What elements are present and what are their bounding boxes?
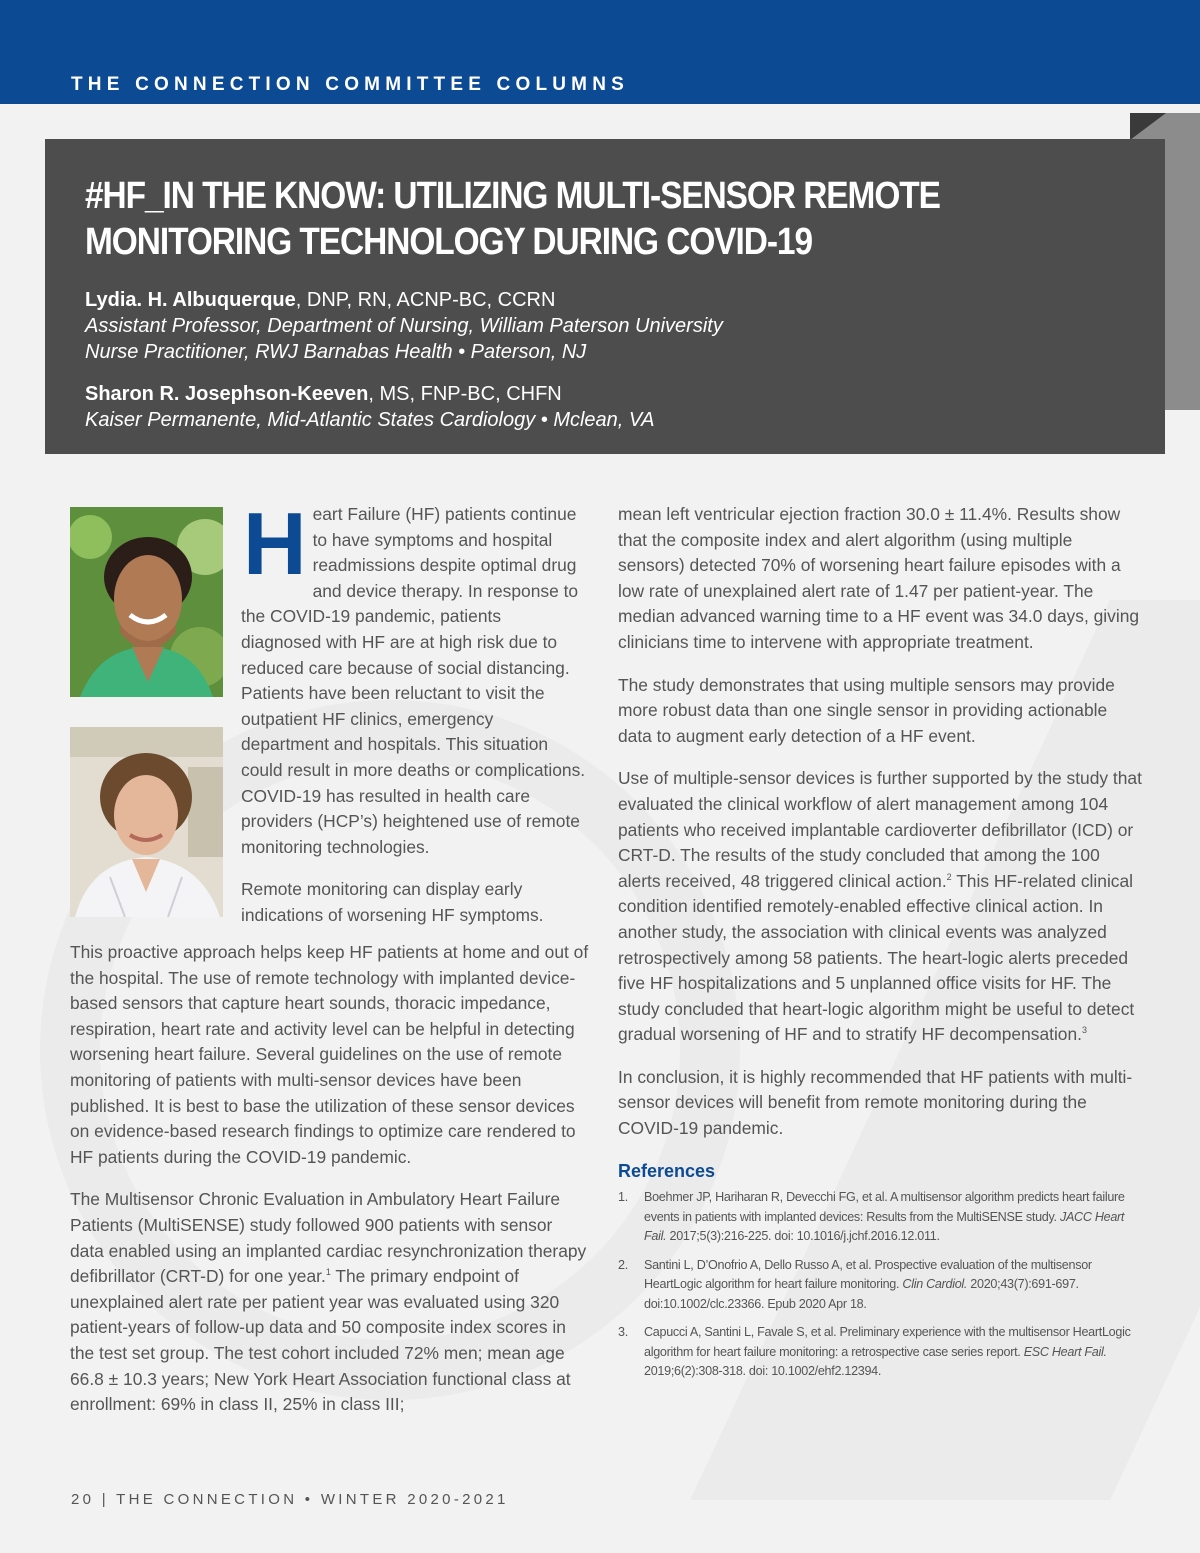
multiple-sensor-text-a: Use of multiple-sensor devices is further supported by the study that evaluated the clinical workflow of alert management among 104 patients who received implantable cardioverter defibrillator (ICD) or CRT-D. The results of the study concluded that among the 100 alerts received, 48 triggered clinical action. — [618, 768, 1142, 891]
author-2 — [85, 381, 1125, 433]
multisense-text-a: The Multisensor Chronic Evaluation in Ambulatory Heart Failure Patients (MultiSENSE) study followed 900 patients with sensor data enabled using an implanted cardiac resynchronization therapy defibrillator (CRT-D) for one year. — [70, 1189, 587, 1287]
citation-3: 3 — [1082, 1025, 1088, 1036]
multisense-text-b: The primary endpoint of unexplained alert rate per patient year was evaluated using 320 patient-years of follow-up data and 50 composite index scores in the test set group. The test cohort included 72% men; mean age 66.8 ± 10.3 years; New York Heart Association functional class at enrollment: 69% in class II, 25% in class III; — [70, 1266, 571, 1415]
author-2-name: Sharon R. Josephson-Keeven — [85, 383, 369, 405]
reference-number: 1. — [618, 1190, 628, 1205]
paragraph-multisense — [70, 1187, 590, 1417]
reference-item — [618, 1188, 1143, 1247]
reference-authors: Santini L, D’Onofrio A, Dello Russo A, et al. Prospective evaluation of the multisensor HeartLogic algorithm for heart failure monitoring. — [644, 1257, 1092, 1292]
reference-journal: ESC Heart Fail. — [1023, 1344, 1107, 1359]
reference-text — [644, 1256, 1143, 1315]
article-intro — [241, 494, 586, 929]
reference-journal: Clin Cardiol. — [902, 1277, 968, 1292]
reference-text — [644, 1188, 1143, 1247]
reference-item — [618, 1323, 1143, 1382]
title-line-1: #HF_IN THE KNOW: UTILIZING MULTI-SENSOR REMOTE — [85, 175, 940, 217]
author-1 — [85, 287, 1125, 365]
multiple-sensor-text-b: This HF-related clinical condition identified remotely-enabled effective clinical action. In another study, the association with clinical events was analyzed retrospectively among 58 patients. The heart-logic alerts preceded five HF hospitalizations and 5 unplanned office visits for HF. The study concluded that heart-logic algorithm might be useful to detect gradual worsening of HF and to stratify HF decompensation. — [618, 870, 1135, 1045]
references-heading: References — [618, 1160, 716, 1181]
article-right-column — [618, 502, 1143, 1391]
header-bar — [0, 0, 1200, 104]
citation-2: 2 — [946, 871, 952, 882]
section-label: THE CONNECTION COMMITTEE COLUMNS — [71, 74, 629, 95]
reference-text — [644, 1323, 1143, 1382]
paragraph-intro — [241, 494, 586, 860]
paragraph-conclusion: In conclusion, it is highly recommended that HF patients with multi-sensor devices will benefit from remote monitoring during the COVID-19 pandemic. — [618, 1066, 1133, 1139]
intro-text: eart Failure (HF) patients continue to have symptoms and hospital readmissions despite optimal drug and device therapy. In response to the COVID-19 pandemic, patients diagnosed with HF are at high risk due to reduced care because of social distancing. Patients have been reluctant to visit the outpatient HF clinics, emergency department and hospitals. This situation could result in more deaths or complications. COVID-19 has resulted in health care providers (HCP’s) heightened use of remote monitoring technologies. — [241, 504, 586, 857]
reference-number: 2. — [618, 1257, 628, 1272]
paragraph-remote-monitoring: This proactive approach helps keep HF patients at home and out of the hospital. The use of remote technology with implanted device-based sensors that capture heart sounds, thoracic impedance, respiration, heart rate and activity level can be helpful in detecting worsening heart failure. Several guidelines on the use of remote monitoring of patients with multi-sensor devices have been published. It is best to base the utilization of these sensor devices on evidence-based research findings to optimize care rendered to HF patients during the COVID-19 pandemic. — [70, 942, 589, 1167]
reference-citation: 2019;6(2):308-318. doi: 10.1002/ehf2.12394. — [644, 1364, 882, 1379]
article-left-column — [70, 940, 590, 1435]
paragraph-multiple-sensor — [618, 766, 1143, 1048]
citation-1: 1 — [325, 1267, 331, 1278]
author-1-photo — [70, 507, 223, 697]
author-1-affiliation-1: Assistant Professor, Department of Nursing, William Paterson University — [85, 315, 723, 337]
author-1-credentials: , DNP, RN, ACNP-BC, CCRN — [295, 289, 556, 311]
page-footer: 20 | THE CONNECTION • WINTER 2020-2021 — [71, 1491, 509, 1508]
reference-citation: 2020;43(7):691-697. doi:10.1002/clc.23366. Epub 2020 Apr 18. — [644, 1277, 1079, 1311]
author-1-name: Lydia. H. Albuquerque — [85, 289, 296, 311]
author-2-affiliation-1: Kaiser Permanente, Mid-Atlantic States Cardiology • Mclean, VA — [85, 409, 655, 431]
author-1-affiliation-2: Nurse Practitioner, RWJ Barnabas Health • Paterson, NJ — [85, 341, 587, 363]
reference-journal: JACC Heart Fail. — [644, 1209, 1125, 1244]
reference-authors: Boehmer JP, Hariharan R, Devecchi FG, et al. A multisensor algorithm predicts heart failure events in patients with implanted devices: Results from the MultiSENSE study. — [644, 1190, 1125, 1224]
paragraph-remote-monitoring-start: Remote monitoring can display early indications of worsening HF symptoms. — [241, 879, 544, 925]
drop-cap: H — [243, 494, 307, 593]
reference-citation: 2017;5(3):216-225. doi: 10.1016/j.jchf.2016.12.011. — [666, 1229, 940, 1244]
reference-authors: Capucci A, Santini L, Favale S, et al. Preliminary experience with the multisensor HeartLogic algorithm for heart failure monitoring: a retrospective case series report. — [644, 1325, 1131, 1359]
paragraph-study-demonstrates: The study demonstrates that using multiple sensors may provide more robust data than one single sensor in providing actionable data to augment early detection of a HF event. — [618, 674, 1115, 746]
title-line-2: MONITORING TECHNOLOGY DURING COVID-19 — [85, 221, 813, 263]
reference-item — [618, 1256, 1143, 1315]
author-2-credentials: , MS, FNP-BC, CHFN — [368, 383, 562, 405]
author-2-photo — [70, 727, 223, 917]
corner-fold — [1130, 113, 1166, 140]
paragraph-results: mean left ventricular ejection fraction 30.0 ± 11.4%. Results show that the composite index and alert algorithm (using multiple sensors) detected 70% of worsening heart failure episodes with a low rate of unexplained alert rate of 1.47 per patient-year. The median advanced warning time to a HF event was 34.0 days, giving clinicians time to intervene with appropriate treatment. — [618, 504, 1140, 652]
reference-number: 3. — [618, 1325, 628, 1340]
article-title — [85, 173, 1000, 265]
article-header — [45, 139, 1165, 454]
